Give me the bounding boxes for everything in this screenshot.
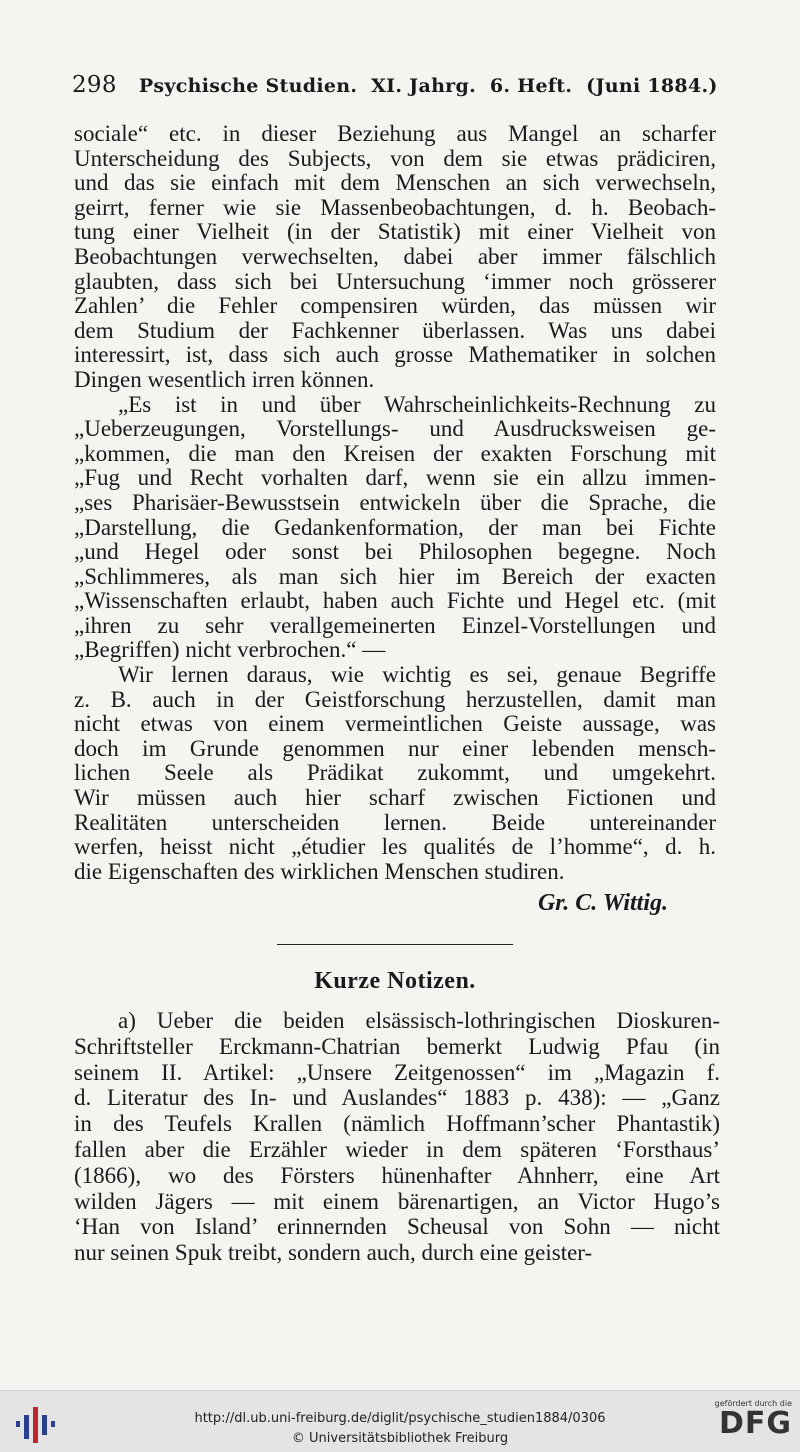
text-line: „Schlimmeres, als man sich hier im Bereich der exacten [74, 563, 716, 589]
text-line: tung einer Vielheit (in der Statistik) mit einer Vielheit von [74, 219, 716, 245]
author-signature: Gr. C. Wittig. [537, 890, 668, 916]
text-line: „Begriffen) nicht verbrochen.“ — [74, 637, 386, 663]
text-line: a) Ueber die beiden elsässisch-lothringischen Dioskuren- [118, 1008, 720, 1033]
body-text-top [74, 122, 716, 884]
volume-label: XI. Jahrg. [371, 75, 476, 97]
text-line: „kommen, die man den Kreisen der exakten Forschung mit [74, 440, 716, 466]
dfg-logo [706, 1399, 792, 1449]
text-line: „ses Pharisäer-Bewusstsein entwickeln über die Sprache, die [74, 489, 716, 515]
text-line: „Ueberzeugungen, Vorstellungs- und Ausdrucksweisen ge- [74, 416, 716, 442]
text-line: d. Literatur des In- und Auslandes“ 1883 p. 438): — „Ganz [74, 1085, 720, 1111]
text-line: Unterscheidung des Subjects, von dem sie etwas prädiciren, [74, 145, 716, 171]
text-line: fallen aber die Erzähler wieder in dem späteren ‘Forsthaus’ [74, 1136, 720, 1162]
text-line: lichen Seele als Prädikat zukommt, und umgekehrt. [74, 760, 716, 786]
running-header [72, 72, 720, 98]
journal-title: Psychische Studien. [138, 75, 358, 97]
text-line: „Darstellung, die Gedankenformation, der man bei Fichte [74, 514, 716, 540]
text-line: glaubten, dass sich bei Untersuchung ‘immer noch grösserer [74, 268, 716, 294]
copyright-notice: © Universitätsbibliothek Freiburg [291, 1431, 509, 1446]
section-divider [277, 944, 513, 945]
text-line: und das sie einfach mit dem Menschen an sich verwechseln, [74, 170, 716, 196]
text-line: in des Teufels Krallen (nämlich Hoffmann’scher Phantastik) [74, 1111, 720, 1137]
date-label: (Juni 1884.) [586, 75, 718, 97]
permalink-url[interactable]: http://dl.ub.uni-freiburg.de/diglit/psychische_studien1884/0306 [194, 1411, 606, 1426]
text-line: nur seinen Spuk treibt, sondern auch, durch eine geister- [74, 1240, 593, 1266]
text-line: Wir lernen daraus, wie wichtig es sei, genaue Begriffe [118, 662, 716, 688]
text-line: ‘Han von Island’ erinnernden Scheusal von Sohn — nicht [74, 1214, 720, 1240]
text-line: „ihren zu sehr verallgemeinerten Einzel-Vorstellungen und [74, 612, 716, 638]
text-line: seinem II. Artikel: „Unsere Zeitgenossen“ im „Magazin f. [74, 1059, 720, 1085]
text-line: „Fug und Recht vorhalten darf, wenn sie ein allzu immen- [74, 465, 716, 491]
section-title: Kurze Notizen. [314, 968, 476, 994]
text-line: wilden Jägers — mit einem bärenartigen, an Victor Hugo’s [74, 1188, 720, 1214]
text-line: doch im Grunde genommen nur einer lebenden mensch- [74, 735, 716, 761]
text-line: sociale“ etc. in dieser Beziehung aus Mangel an scharfer [74, 121, 716, 146]
text-line: nicht etwas von einem vermeintlichen Geiste aussage, was [74, 711, 716, 737]
text-line: werfen, heisst nicht „étudier les qualités de l’homme“, d. h. [74, 834, 716, 860]
text-line: Wir müssen auch hier scharf zwischen Fictionen und [74, 785, 716, 811]
text-line: „Es ist in und über Wahrscheinlichkeits-Rechnung zu [118, 391, 716, 417]
text-line: Realitäten unterscheiden lernen. Beide untereinander [74, 809, 716, 835]
text-line: Beobachtungen verwechselten, dabei aber immer fälschlich [74, 243, 716, 269]
dfg-funding-label: gefördert durch die [714, 1399, 792, 1408]
text-line: die Eigenschaften des wirklichen Menschen studiren. [74, 858, 565, 884]
dfg-logo-text: DFG [718, 1406, 792, 1441]
page-number: 298 [72, 72, 117, 98]
text-line: Zahlen’ die Fehler compensiren würden, das müssen wir [74, 293, 716, 319]
text-line: interessirt, ist, dass sich auch grosse Mathematiker in solchen [74, 342, 716, 368]
text-line: dem Studium der Fachkenner überlassen. Was uns dabei [74, 317, 716, 343]
body-text-bottom [74, 1008, 720, 1266]
text-line: Dingen wesentlich irren können. [74, 366, 375, 392]
issue-label: 6. Heft. [489, 75, 573, 97]
text-line: Schriftsteller Erckmann-Chatrian bemerkt Ludwig Pfau (in [74, 1033, 720, 1059]
text-line: (1866), wo des Försters hünenhafter Ahnherr, eine Art [74, 1162, 720, 1188]
viewer-footer [0, 1390, 800, 1452]
text-line: z. B. auch in der Geistforschung herzustellen, damit man [74, 686, 716, 712]
text-line: „und Hegel oder sonst bei Philosophen begegne. Noch [74, 539, 716, 565]
text-line: „Wissenschaften erlaubt, haben auch Fichte und Hegel etc. (mit [74, 588, 716, 614]
text-line: geirrt, ferner wie sie Massenbeobachtungen, d. h. Beobach- [74, 194, 716, 220]
